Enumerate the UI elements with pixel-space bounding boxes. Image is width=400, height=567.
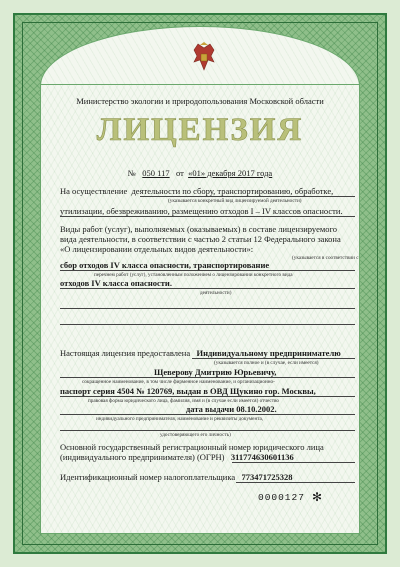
activity-value-1: деятельности по сбору, транспортированию, обработке,: [131, 186, 334, 196]
licensee-value-3: паспорт серия 4504 № 120769, выдан в ОВД Щукино гор. Москвы,: [60, 386, 316, 396]
inn-line: [60, 472, 292, 482]
ministry-name: Министерство экологии и природопользования Московской области: [76, 96, 324, 106]
licensee-value-1: Индивидуальному предпринимателю: [196, 348, 341, 358]
activity-line-1: [60, 186, 333, 196]
license-number-line: [0, 168, 400, 178]
activity-underline-1: [140, 196, 355, 197]
number-prefix: №: [127, 168, 136, 178]
date-from-label: от: [175, 168, 184, 178]
ogrn-underline: [232, 462, 355, 463]
licensee-lead: Настоящая лицензия предоставлена: [60, 348, 191, 358]
licensee-line-1: [60, 348, 341, 358]
works-text-1: Виды работ (услуг), выполняемых (оказываемых) в составе лицензируемого: [60, 224, 337, 234]
works-value-2: отходов IV класса опасности.: [60, 278, 172, 288]
licensee-caption-2: сокращенное наименование, в том числе фирменное наименование, и организационно-: [82, 379, 275, 385]
ogrn-label-1: Основной государственный регистрационный номер юридического лица: [60, 442, 324, 452]
coat-of-arms-emblem: [190, 42, 218, 76]
serial-mark-icon: ✻: [312, 490, 323, 504]
activity-lead: На осуществление: [60, 186, 128, 196]
works-underline-4: [60, 324, 355, 325]
licensee-caption-4: индивидуального предпринимателя, наименование и реквизиты документа,: [96, 416, 264, 422]
licensee-underline-3: [60, 396, 355, 397]
ogrn-label-2: (индивидуального предпринимателя) (ОГРН): [60, 452, 225, 462]
form-serial-number: 0000127: [258, 492, 305, 503]
ogrn-value: 311774630601136: [230, 452, 294, 462]
works-caption-2: перечнем работ (услуг), установленным положением о лицензировании конкретного вида: [94, 272, 293, 278]
document-field: [40, 84, 360, 534]
licensee-caption-5: удостоверяющего его личность): [160, 432, 231, 438]
licensee-value-2: Щеверову Дмитрию Юрьевичу,: [154, 367, 277, 377]
works-underline-1: [60, 270, 355, 271]
licensee-caption-1: (указывается полное и (в случае, если имеется): [214, 360, 319, 366]
works-caption-3: деятельности): [200, 290, 232, 296]
ogrn-line-2: [60, 452, 294, 462]
activity-value-2: утилизации, обезвреживанию, размещению отходов I – IV классов опасности.: [60, 206, 343, 216]
works-text-2: вида деятельности, в соответствии с частью 2 статьи 12 Федерального закона: [60, 234, 341, 244]
works-underline-2: [60, 288, 355, 289]
works-caption-right: (указывается в соответствии с: [292, 255, 359, 261]
inn-label: Идентификационный номер налогоплательщика: [60, 472, 236, 482]
works-text-3: «О лицензировании отдельных видов деятельности»:: [60, 244, 254, 254]
licensee-underline-1: [192, 358, 355, 359]
activity-underline-2: [60, 216, 355, 217]
licensee-underline-4: [60, 414, 355, 415]
license-number: 050 117: [142, 168, 170, 178]
inn-value: 773471725328: [241, 472, 293, 482]
works-value-1: сбор отходов IV класса опасности, транспортирование: [60, 260, 270, 270]
licensee-caption-3: правовая форма юридического лица, фамилия, имя и (в случае если имеется) отчество: [88, 398, 280, 404]
licensee-underline-2: [60, 377, 355, 378]
works-underline-3: [60, 308, 355, 309]
licensee-value-4: дата выдачи 08.10.2002.: [186, 404, 277, 414]
licensee-underline-5: [60, 430, 355, 431]
activity-caption: (указывается конкретный вид лицензируемой деятельности): [168, 198, 302, 204]
license-date: «01» декабря 2017 года: [188, 168, 273, 178]
inn-underline: [236, 482, 355, 483]
document-title: ЛИЦЕНЗИЯ: [96, 112, 304, 148]
